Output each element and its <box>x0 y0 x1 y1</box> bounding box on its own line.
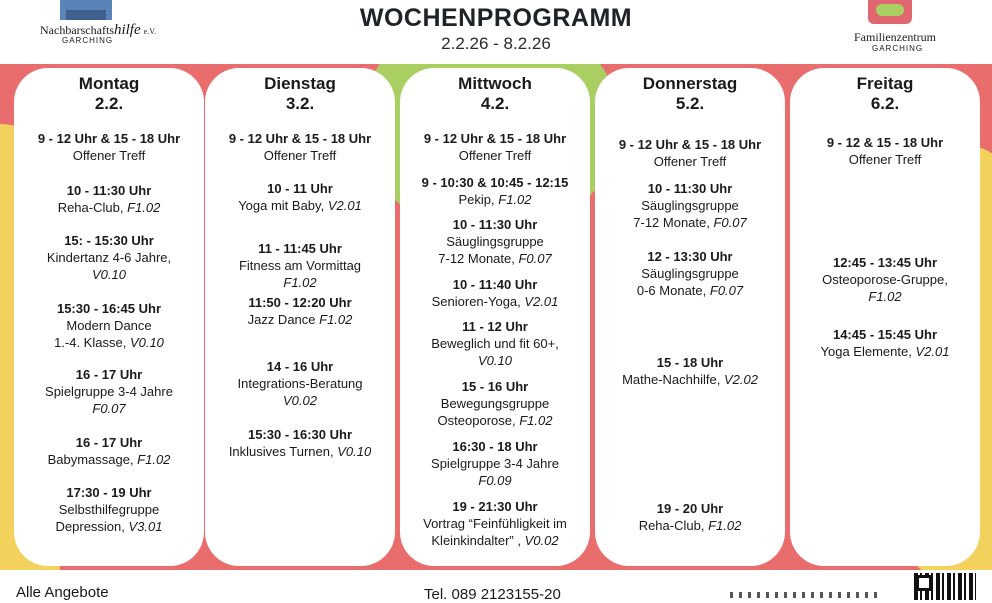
program-entry <box>595 354 785 388</box>
day-name: Donnerstag <box>642 74 738 93</box>
entry-text: Kindertanz 4-6 Jahre, <box>46 250 172 265</box>
entry-line <box>400 532 590 549</box>
entry-room: F0.07 <box>518 251 552 266</box>
entry-line <box>14 451 204 468</box>
entry-room: F0.09 <box>478 473 512 488</box>
entry-room: F0.07 <box>713 215 747 230</box>
entry-text: Babymassage, <box>47 452 138 467</box>
entry-time: 9 - 12 Uhr & 15 - 18 Uhr <box>423 131 567 146</box>
footer-all-offers: Alle Angebote <box>16 584 109 601</box>
entry-text: Senioren-Yoga, <box>431 294 525 309</box>
entry-text: Integrations-Beratung <box>237 376 363 391</box>
day-name: Dienstag <box>264 74 336 93</box>
entry-line <box>790 288 980 305</box>
day-date: 5.2. <box>675 94 705 113</box>
program-entry <box>595 500 785 534</box>
day-card-montag <box>14 68 204 566</box>
program-entry <box>400 174 590 208</box>
program-entry <box>595 180 785 231</box>
program-entry <box>14 366 204 417</box>
entry-text: 0-6 Monate, <box>636 283 710 298</box>
logo-right-name: Familienzentrum <box>854 30 936 44</box>
entry-text: Säuglingsgruppe <box>446 234 544 249</box>
entry-room: V0.10 <box>92 267 126 282</box>
entry-time: 9 - 12 Uhr & 15 - 18 Uhr <box>228 131 372 146</box>
program-entry <box>400 378 590 429</box>
entry-time: 16 - 17 Uhr <box>75 435 143 450</box>
day-header <box>595 74 785 114</box>
program-entry <box>205 130 395 164</box>
entry-time: 10 - 11:30 Uhr <box>66 183 152 198</box>
day-date: 3.2. <box>285 94 315 113</box>
entry-line <box>595 197 785 214</box>
entry-time: 10 - 11 Uhr <box>267 181 333 196</box>
entry-room: V2.01 <box>327 198 362 213</box>
entry-room: F1.02 <box>319 312 353 327</box>
entry-room: F1.02 <box>519 413 553 428</box>
entry-line <box>400 412 590 429</box>
program-entry <box>14 130 204 164</box>
logo-left-city: GARCHING <box>62 36 114 45</box>
entry-line <box>400 395 590 412</box>
entry-time: 9 - 12 Uhr & 15 - 18 Uhr <box>37 131 181 146</box>
entry-line <box>205 197 395 214</box>
entry-text: Pekip, <box>458 192 499 207</box>
entry-text: Bewegungsgruppe <box>440 396 550 411</box>
entry-line <box>400 352 590 369</box>
entry-line <box>205 443 395 460</box>
entry-text: Selbsthilfegruppe <box>58 502 160 517</box>
entry-text: Beweglich und fit 60+, <box>431 336 559 351</box>
entry-line <box>595 153 785 170</box>
program-entry <box>205 358 395 409</box>
entry-time: 10 - 11:30 Uhr <box>452 217 538 232</box>
day-header <box>14 74 204 114</box>
entry-time: 9 - 12 & 15 - 18 Uhr <box>826 135 944 150</box>
entry-line <box>400 335 590 352</box>
entry-text: Osteoporose-Gruppe, <box>822 272 948 287</box>
entry-text: Spielgruppe 3-4 Jahre <box>431 456 559 471</box>
entry-time: 11 - 11:45 Uhr <box>258 241 342 256</box>
entry-line <box>14 501 204 518</box>
entry-line <box>790 151 980 168</box>
program-entry <box>400 216 590 267</box>
entry-time: 15: - 15:30 Uhr <box>64 233 154 248</box>
program-entry <box>400 498 590 549</box>
entry-room: F1.02 <box>498 192 532 207</box>
entry-time: 16:30 - 18 Uhr <box>452 439 538 454</box>
logo-left-script: hilfe <box>113 22 141 38</box>
footer-phone: Tel. 089 2123155-20 <box>424 586 561 603</box>
entry-line <box>400 455 590 472</box>
entry-time: 15 - 16 Uhr <box>461 379 529 394</box>
day-name: Freitag <box>856 74 914 93</box>
entry-time: 15:30 - 16:30 Uhr <box>247 427 353 442</box>
day-card-donnerstag <box>595 68 785 566</box>
entry-line <box>205 257 395 274</box>
entry-time: 15 - 18 Uhr <box>656 355 724 370</box>
entry-text: Säuglingsgruppe <box>641 198 739 213</box>
entry-line <box>205 311 395 328</box>
entry-line <box>790 271 980 288</box>
entry-room: F0.07 <box>92 401 126 416</box>
entry-line <box>400 250 590 267</box>
day-card-freitag <box>790 68 980 566</box>
entry-text: Offener Treff <box>263 148 337 163</box>
entry-text: Offener Treff <box>72 148 146 163</box>
program-entry <box>595 136 785 170</box>
entry-line <box>595 371 785 388</box>
entry-text: Mathe-Nachhilfe, <box>622 372 724 387</box>
entry-time: 15:30 - 16:45 Uhr <box>56 301 162 316</box>
program-entry <box>400 438 590 489</box>
entry-line <box>14 518 204 535</box>
qr-code-icon[interactable] <box>914 573 976 600</box>
day-date: 2.2. <box>94 94 124 113</box>
familienzentrum-logo <box>852 0 948 56</box>
entry-text: Vortrag “Feinfühligkeit im <box>423 516 567 531</box>
entry-text: Reha-Club, <box>57 200 128 215</box>
page-title: WOCHENPROGRAMM <box>359 4 633 32</box>
entry-line <box>595 265 785 282</box>
entry-text: Depression, <box>55 519 129 534</box>
entry-line <box>14 147 204 164</box>
entry-text: Kleinkindalter” , <box>431 533 525 548</box>
program-entry <box>205 240 395 291</box>
entry-room: V2.02 <box>723 372 758 387</box>
entry-text: Jazz Dance <box>247 312 320 327</box>
entry-text: 7-12 Monate, <box>438 251 519 266</box>
entry-line <box>205 392 395 409</box>
entry-line <box>14 334 204 351</box>
program-entry <box>790 326 980 360</box>
header <box>0 0 992 64</box>
entry-line <box>205 274 395 291</box>
entry-room: V0.02 <box>524 533 559 548</box>
program-entry <box>790 254 980 305</box>
program-entry <box>14 182 204 216</box>
entry-text: Yoga mit Baby, <box>238 198 328 213</box>
entry-text: Offener Treff <box>653 154 727 169</box>
entry-text: 1.-4. Klasse, <box>54 335 130 350</box>
entry-time: 14 - 16 Uhr <box>266 359 334 374</box>
entry-room: V2.01 <box>915 344 950 359</box>
logo-left-name: Nachbarschafts <box>40 23 114 37</box>
day-date: 6.2. <box>870 94 900 113</box>
entry-text: Modern Dance <box>66 318 152 333</box>
entry-time: 19 - 20 Uhr <box>656 501 724 516</box>
entry-time: 12 - 13:30 Uhr <box>647 249 733 264</box>
entry-text: Offener Treff <box>458 148 532 163</box>
family-tree-icon <box>868 0 912 24</box>
entry-text: Offener Treff <box>848 152 922 167</box>
program-entry <box>205 426 395 460</box>
day-header <box>790 74 980 114</box>
program-entry <box>400 130 590 164</box>
entry-text: Inklusives Turnen, <box>228 444 338 459</box>
entry-time: 9 - 10:30 & 10:45 - 12:15 <box>421 175 569 190</box>
entry-line <box>790 343 980 360</box>
program-entry <box>595 248 785 299</box>
entry-line <box>14 266 204 283</box>
program-entry <box>14 300 204 351</box>
program-entry <box>790 134 980 168</box>
entry-line <box>400 515 590 532</box>
entry-time: 17:30 - 19 Uhr <box>66 485 152 500</box>
entry-line <box>14 249 204 266</box>
day-card-mittwoch <box>400 68 590 566</box>
program-entry <box>205 180 395 214</box>
entry-line <box>595 214 785 231</box>
entry-time: 10 - 11:30 Uhr <box>647 181 733 196</box>
date-range: 2.2.26 - 8.2.26 <box>441 34 551 53</box>
entry-line <box>400 147 590 164</box>
entry-room: V0.10 <box>337 444 372 459</box>
entry-text: Osteoporose, <box>437 413 520 428</box>
program-entry <box>14 484 204 535</box>
entry-room: F0.07 <box>709 283 744 298</box>
day-date: 4.2. <box>480 94 510 113</box>
entry-time: 16 - 17 Uhr <box>75 367 143 382</box>
entry-line <box>400 472 590 489</box>
entry-text: Fitness am Vormittag <box>238 258 362 273</box>
entry-line <box>205 147 395 164</box>
entry-room: F1.02 <box>127 200 161 215</box>
entry-line <box>400 191 590 208</box>
logo-right-city: GARCHING <box>872 44 924 53</box>
entry-line <box>14 400 204 417</box>
entry-time: 10 - 11:40 Uhr <box>452 277 538 292</box>
entry-time: 19 - 21:30 Uhr <box>452 499 538 514</box>
entry-room: F1.02 <box>708 518 742 533</box>
program-entry <box>400 318 590 369</box>
entry-time: 12:45 - 13:45 Uhr <box>832 255 938 270</box>
footer <box>0 570 992 603</box>
entry-line <box>14 199 204 216</box>
entry-text: Säuglingsgruppe <box>641 266 739 281</box>
day-name: Montag <box>78 74 140 93</box>
entry-room: F1.02 <box>868 289 902 304</box>
entry-room: V0.02 <box>283 393 317 408</box>
logo-left-suffix: e.V. <box>143 27 156 36</box>
entry-line <box>14 383 204 400</box>
entry-line <box>595 282 785 299</box>
entry-line <box>400 233 590 250</box>
entry-room: V3.01 <box>128 519 163 534</box>
day-name: Mittwoch <box>458 74 532 93</box>
entry-line <box>400 293 590 310</box>
day-card-dienstag <box>205 68 395 566</box>
entry-room: F1.02 <box>137 452 171 467</box>
entry-time: 11:50 - 12:20 Uhr <box>248 295 352 310</box>
entry-room: F1.02 <box>283 275 317 290</box>
entry-text: Reha-Club, <box>638 518 709 533</box>
entry-time: 9 - 12 Uhr & 15 - 18 Uhr <box>618 137 762 152</box>
entry-line <box>205 375 395 392</box>
entry-time: 14:45 - 15:45 Uhr <box>832 327 938 342</box>
program-entry <box>205 294 395 328</box>
program-entry <box>14 434 204 468</box>
day-header <box>205 74 395 114</box>
program-entry <box>14 232 204 283</box>
entry-room: V0.10 <box>129 335 164 350</box>
entry-line <box>595 517 785 534</box>
day-header <box>400 74 590 114</box>
program-entry <box>400 276 590 310</box>
entry-text: Spielgruppe 3-4 Jahre <box>45 384 173 399</box>
entry-text: Yoga Elemente, <box>820 344 916 359</box>
entry-line <box>14 317 204 334</box>
entry-room: V2.01 <box>524 294 559 309</box>
entry-time: 11 - 12 Uhr <box>462 319 528 334</box>
entry-room: V0.10 <box>478 353 512 368</box>
entry-text: 7-12 Monate, <box>633 215 714 230</box>
footer-divider <box>730 592 880 598</box>
